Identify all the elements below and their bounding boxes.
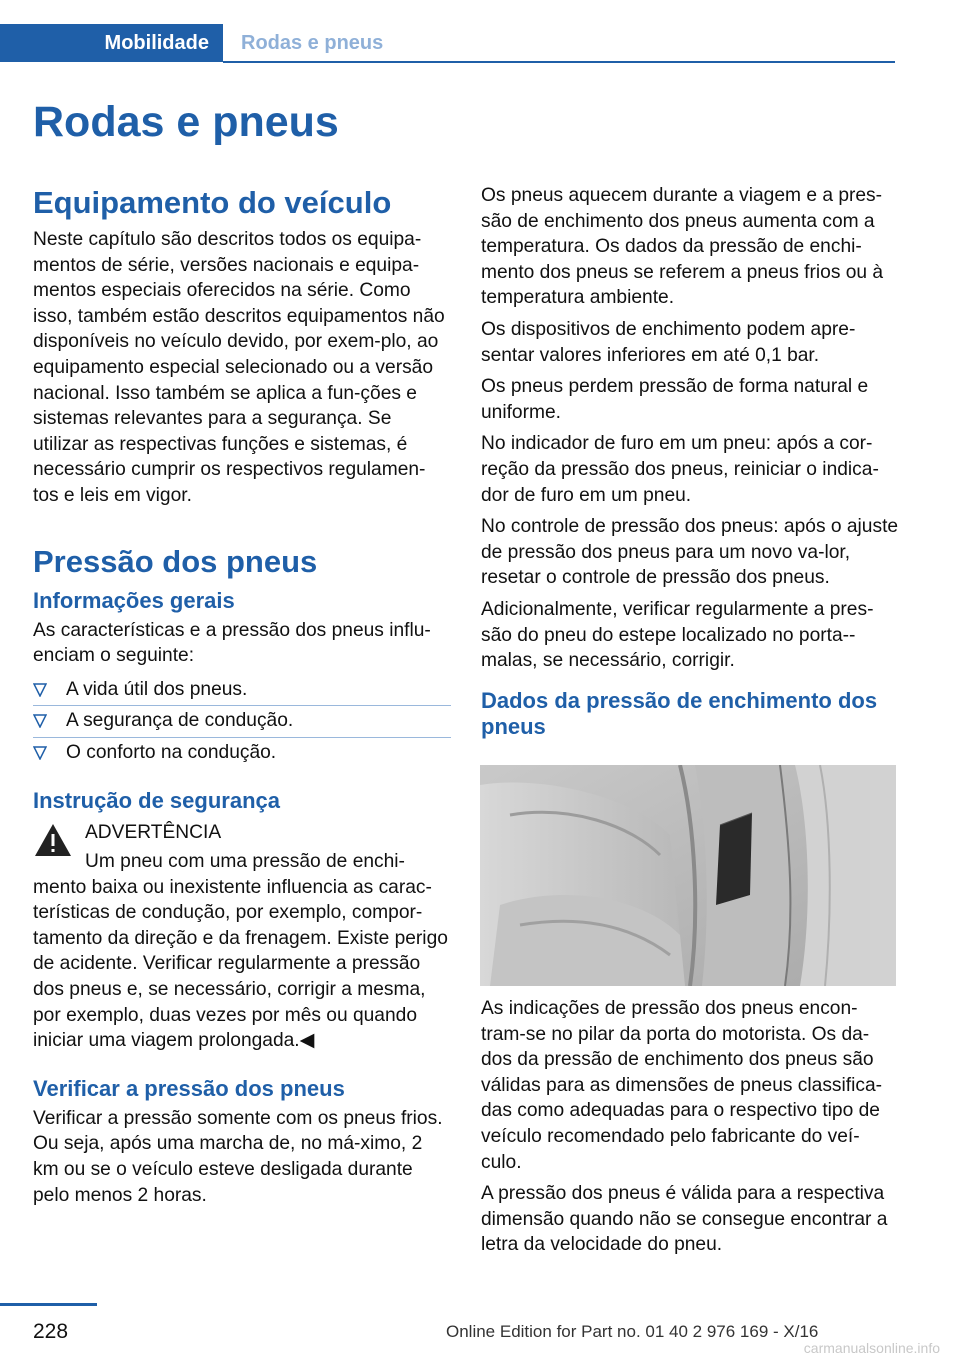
paragraph-inflation-devices: Os dispositivos de enchimento podem apre-sentar valores inferiores em até 0,1 bar.	[481, 318, 856, 366]
right-column	[481, 183, 899, 740]
safety-title: Instrução de segurança	[33, 787, 280, 813]
section-equipamento-title: Equipamento do veículo	[33, 185, 392, 220]
bullet-text: A vida útil dos pneus.	[66, 678, 248, 700]
bullet-divider	[33, 705, 451, 706]
tab-mobilidade[interactable]	[0, 24, 223, 62]
header-divider	[223, 61, 895, 63]
paragraph-pressure-loss: Os pneus perdem pressão de forma natural e uniforme.	[481, 376, 869, 423]
warning-text: Um pneu com uma pressão de enchi-mento baixa ou inexistente influencia as carac-terísticas de condução, por exemplo, compor-tamento da direção e da frenagem. Existe perigo de acidente. Verificar regularmente a pressão dos pneus e, se necessário, corrigir a mesma, por exemplo, duas vezes por mês ou quando iniciar uma viagem prolongada.◀	[33, 851, 448, 1052]
left-column	[33, 183, 451, 1208]
list-item	[33, 677, 451, 703]
bullet-triangle-icon	[33, 683, 47, 697]
check-text: Verificar a pressão somente com os pneus frios. Ou seja, após uma marcha de, no má-ximo, 2 km ou se o veículo esteve desligada durante pelo menos 2 horas.	[33, 1107, 443, 1206]
section-equipamento-text: Neste capítulo são descritos todos os equipa-mentos de série, versões nacionais e equipa-mentos especiais oferecidos na série. Como isso, também estão descritos equipamentos não disponíveis no veículo devido, por exem-plo, ao equipamento especial selecionado ou a versão nacional. Isso também se aplica a fun-ções e sistemas relevantes para a segurança. Se utilizar as respectivas funções e sistemas, é necessário cumprir os respectivos regulamen-tos e leis em vigor.	[33, 229, 445, 506]
bullet-triangle-icon	[33, 746, 47, 760]
footer-divider	[0, 1303, 97, 1306]
tab-rodas-e-pneus[interactable]	[241, 24, 383, 62]
bullet-text: O conforto na condução.	[66, 741, 277, 763]
paragraph-warm-tires: Os pneus aquecem durante a viagem e a pres-são de enchimento dos pneus aumenta com a temperatura. Os dados da pressão de enchi-mento dos pneus se referem a pneus frios ou à temperatura ambiente.	[481, 185, 884, 309]
list-item	[33, 708, 451, 734]
page-title: Rodas e pneus	[33, 98, 339, 146]
section-pressao-title: Pressão dos pneus	[33, 543, 318, 579]
paragraph-spare-tire: Adicionalmente, verificar regularmente a pres-são do pneu do estepe localizado no porta--malas, se necessário, corrigir.	[481, 598, 874, 672]
data-pressure-title: Dados da pressão de enchimento dos pneus	[481, 687, 878, 739]
right-column-lower	[481, 996, 899, 1258]
bullet-divider	[33, 737, 451, 738]
paragraph-flat-indicator: No indicador de furo em um pneu: após a cor-reção da pressão dos pneus, reiniciar o indica-dor de furo em um pneu.	[481, 433, 879, 506]
warning-label: ADVERTÊNCIA	[85, 821, 222, 843]
bullet-triangle-icon	[33, 714, 47, 728]
watermark: carmanualsonline.info	[803, 1340, 940, 1356]
warning-block	[33, 820, 451, 1054]
info-gerais-title: Informações gerais	[33, 587, 235, 613]
page-number: 228	[33, 1320, 69, 1343]
bullet-text: A segurança de condução.	[66, 710, 294, 732]
bullet-list	[33, 677, 451, 766]
check-title: Verificar a pressão dos pneus	[33, 1075, 345, 1101]
paragraph-speed-letter: A pressão dos pneus é válida para a respectiva dimensão quando não se consegue encontrar a letra da velocidade do pneu.	[481, 1183, 888, 1256]
paragraph-pressure-control: No controle de pressão dos pneus: após o ajuste de pressão dos pneus para um novo va-lor, resetar o controle de pressão dos pneus.	[481, 516, 899, 589]
info-gerais-text: As características e a pressão dos pneus influ-enciam o seguinte:	[33, 619, 431, 667]
warning-triangle-icon	[33, 822, 73, 858]
paragraph-door-pillar: As indicações de pressão dos pneus encon-tram-se no pilar da porta do motorista. Os da-dos da pressão de enchimento dos pneus são válidas para as dimensões de pneus classifica-das como adequadas para o respectivo tipo de veículo recomendado pelo fabricante do veí-culo.	[481, 998, 883, 1173]
edition-note: Online Edition for Part no. 01 40 2 976 169 - X/16	[446, 1322, 819, 1341]
tab-mobilidade-label: Mobilidade	[104, 31, 209, 54]
door-pillar-photo	[480, 765, 896, 986]
list-item	[33, 740, 451, 766]
tab-rodas-e-pneus-label: Rodas e pneus	[241, 31, 384, 54]
